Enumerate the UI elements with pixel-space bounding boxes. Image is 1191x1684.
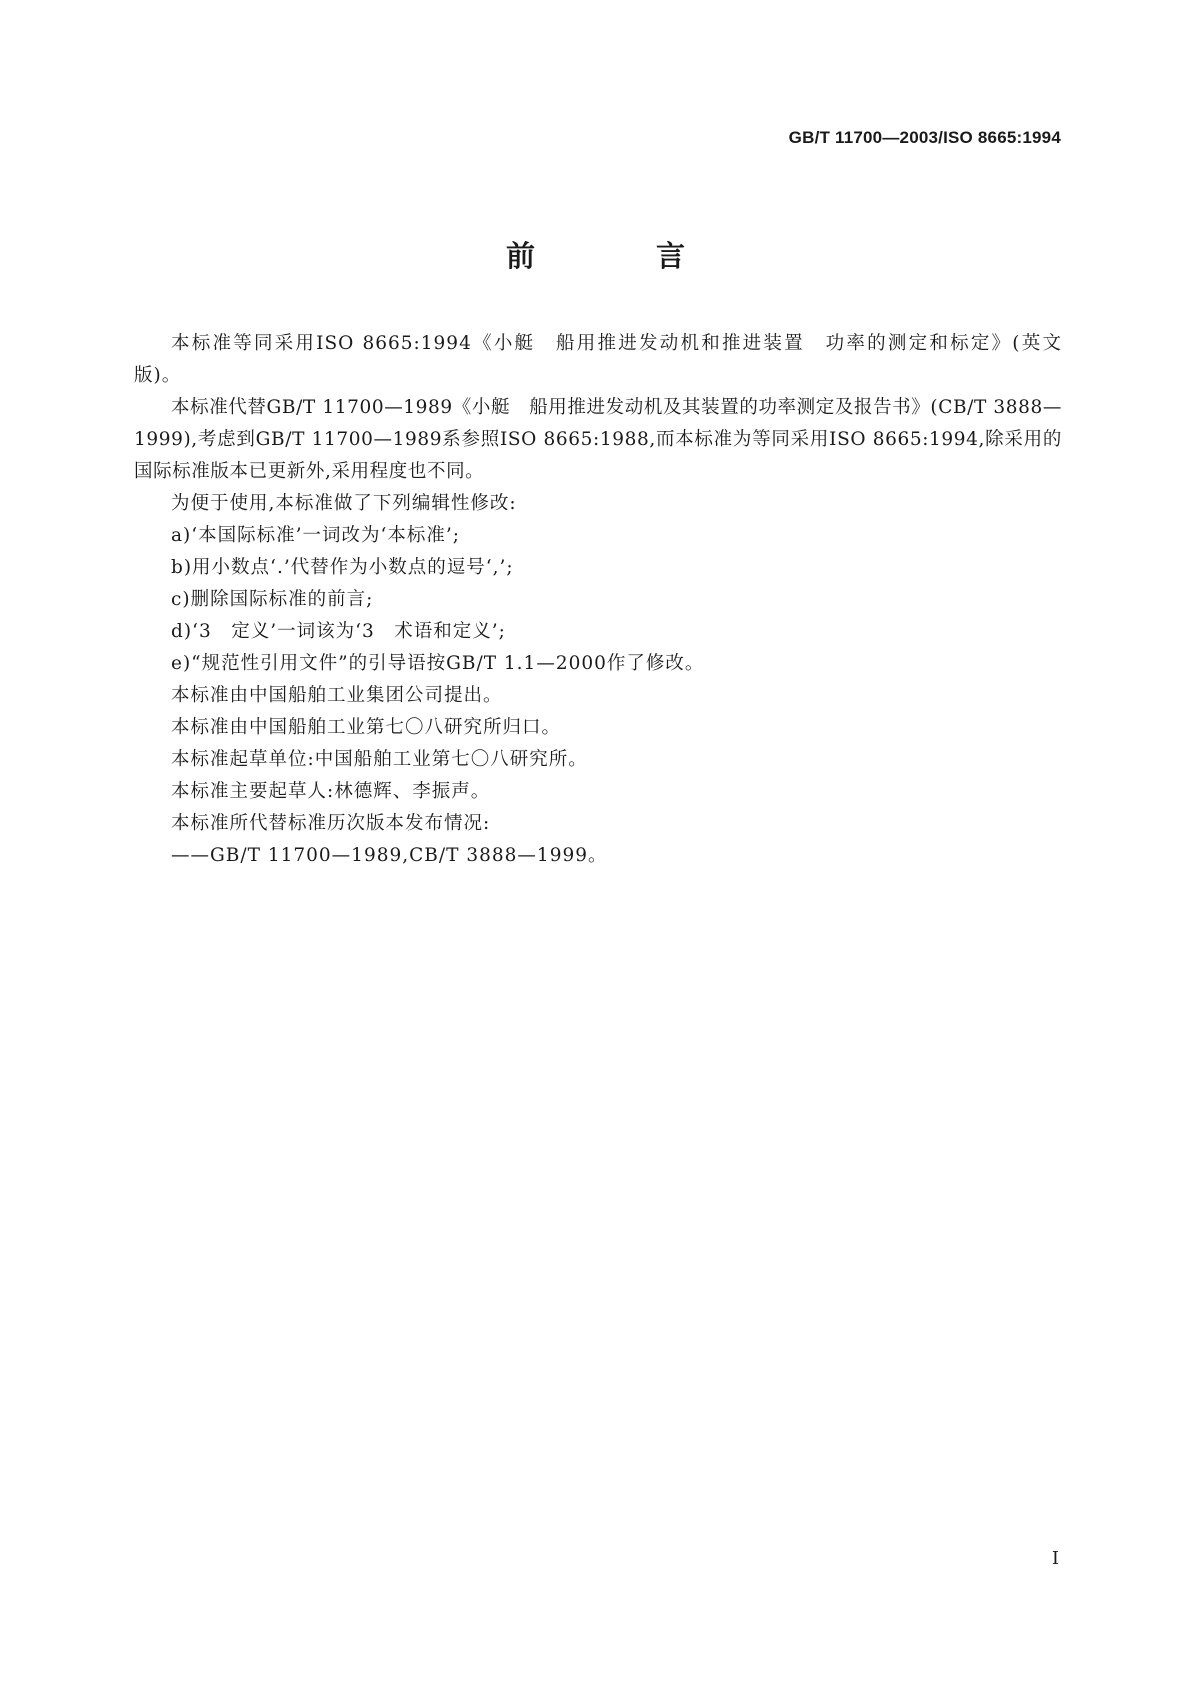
paragraph-adoption: 本标准等同采用ISO 8665:1994《小艇 船用推进发动机和推进装置 功率的测定和标定》(英文版)。 <box>134 333 1062 386</box>
list-item-b: b)用小数点‘.’代替作为小数点的逗号‘,’; <box>171 557 514 578</box>
list-item-d: d)‘3 定义’一词该为‘3 术语和定义’; <box>171 621 506 642</box>
standard-number-header: GB/T 11700—2003/ISO 8665:1994 <box>788 128 1061 147</box>
paragraph-drafters: 本标准主要起草人:林德辉、李振声。 <box>171 781 491 802</box>
list-item-c: c)删除国际标准的前言; <box>171 589 374 610</box>
paragraph-drafting-unit: 本标准起草单位:中国船舶工业第七〇八研究所。 <box>171 749 588 770</box>
page-number: I <box>1051 1548 1059 1569</box>
list-item-a: a)‘本国际标准’一词改为‘本标准’; <box>171 525 461 546</box>
paragraph-history-list: ——GB/T 11700—1989,CB/T 3888—1999。 <box>171 845 608 866</box>
paragraph-replacement: 本标准代替GB/T 11700—1989《小艇 船用推进发动机及其装置的功率测定及报告书》(CB/T 3888—1999),考虑到GB/T 11700—1989系参照ISO 8665:1988,而本标准为等同采用ISO 8665:1994,除采用的国际标准版本已更新外,采用程度也不同。 <box>134 397 1062 482</box>
page-title: 前 言 <box>505 239 731 273</box>
foreword-body <box>134 328 1062 872</box>
paragraph-history-intro: 本标准所代替标准历次版本发布情况: <box>171 813 491 834</box>
paragraph-centralized-by: 本标准由中国船舶工业第七〇八研究所归口。 <box>171 717 562 738</box>
paragraph-proposed-by: 本标准由中国船舶工业集团公司提出。 <box>171 685 503 706</box>
paragraph-edits-intro: 为便于使用,本标准做了下列编辑性修改: <box>171 493 517 514</box>
list-item-e: e)“规范性引用文件”的引导语按GB/T 1.1—2000作了修改。 <box>171 653 705 674</box>
